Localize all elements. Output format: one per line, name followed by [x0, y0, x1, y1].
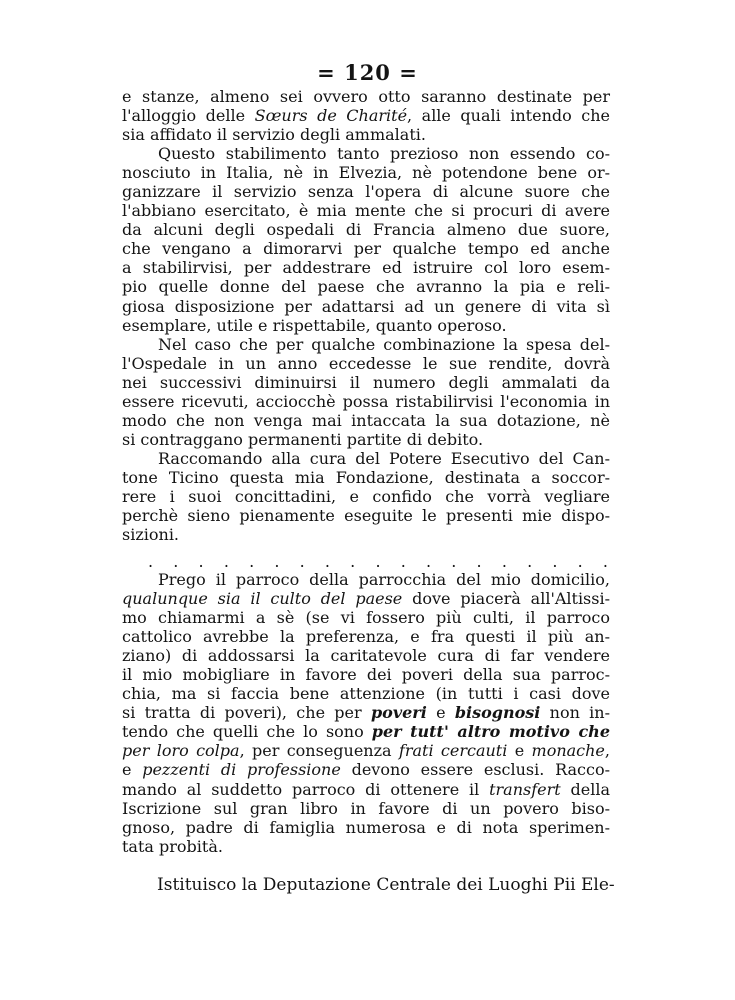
text-line: ganizzare il servizio senza l'opera di alcune suore che [122, 182, 610, 202]
text-line: a stabilirvisi, per addestrare ed istruire col loro esem- [122, 258, 610, 278]
italic-text: poveri [370, 703, 427, 723]
text-line: sizioni. [122, 525, 180, 545]
text-line: giosa disposizione per adattarsi ad un genere di vita sì [122, 296, 610, 316]
text-line-italic-phrase: l'alloggio delle Sœurs de Charité, alle quali intendo che [122, 106, 610, 126]
text-line: nosciuto in Italia, nè in Elvezia, nè potendone bene or- [122, 163, 610, 183]
text-line: modo che non venga mai intaccata la sua dotazione, nè [122, 410, 610, 430]
italic-text: frati cercauti [398, 741, 508, 761]
text-line: ziano) di addossarsi la caritatevole cura di far vendere [122, 646, 610, 666]
text-line: Nel caso che per qualche combinazione la spesa del- [158, 334, 610, 354]
text-line: chia, ma si faccia bene attenzione (in tutti i casi dove [122, 684, 610, 704]
text-line: da alcuni degli ospedali di Francia almeno due suore, [122, 220, 610, 240]
text-line: pio quelle donne del paese che avranno la pia e reli- [122, 277, 610, 297]
text-line: Raccomando alla cura del Potere Esecutivo del Can- [158, 448, 610, 468]
italic-text: monache [531, 741, 605, 761]
text-line: gnoso, padre di famiglia numerosa e di nota sperimen- [122, 817, 610, 837]
text-line: l'Ospedale in un anno eccedesse le sue rendite, dovrà [122, 353, 610, 373]
text-line: cattolico avrebbe la preferenza, e fra questi il più an- [122, 627, 610, 647]
text-line-italic-phrase: tendo che quelli che lo sono per tutt' altro motivo che [122, 722, 610, 742]
text-block-bottom [122, 570, 610, 856]
italic-text: pezzenti di professione [142, 760, 341, 780]
text-line: nei successivi diminuirsi il numero degli ammalati da [122, 372, 610, 392]
text-line: si contraggano permanenti partite di debito. [122, 429, 484, 449]
text-line: perchè sieno pienamente eseguite le presenti mie dispo- [122, 506, 610, 526]
text-line: l'abbiano esercitato, è mia mente che si procuri di avere [122, 201, 610, 221]
text-line: tata probità. [122, 836, 223, 856]
text-line-italic-phrase: mando al suddetto parroco di ottenere il transfert della [122, 779, 611, 799]
text-line-italic-phrase: qualunque sia il culto del paese dove piacerà all'Altissi- [122, 589, 610, 609]
italic-text: transfert [489, 779, 561, 799]
text-line: esemplare, utile e rispettabile, quanto operoso. [122, 315, 507, 335]
italic-text: per loro colpa [122, 741, 240, 761]
text-line: Iscrizione sul gran libro in favore di un povero biso- [122, 798, 610, 818]
text-line: il mio mobigliare in favore dei poveri della sua parroc- [122, 665, 610, 685]
text-line: essere ricevuti, acciocchè possa ristabilirvisi l'economia in [122, 391, 610, 411]
italic-text: bisognosi [454, 703, 541, 723]
text-line: e stanze, almeno sei ovvero otto saranno destinate per [122, 87, 610, 106]
text-line-italic-phrase: e pezzenti di professione devono essere esclusi. Racco- [122, 760, 611, 780]
text-block-top [122, 87, 610, 544]
section-heading-line: Istituisco la Deputazione Centrale dei Luoghi Pii Ele- [157, 875, 615, 895]
text-line: Questo stabilimento tanto prezioso non essendo co- [158, 144, 610, 164]
italic-text: Sœurs de Charité [254, 106, 408, 126]
italic-text: per tutt' altro motivo che [371, 722, 610, 742]
text-line: mo chiamarmi a sè (se vi fossero più culti, il parroco [122, 608, 610, 628]
text-line: Prego il parroco della parrocchia del mio domicilio, [158, 570, 610, 589]
text-line: che vengano a dimorarvi per qualche tempo ed anche [122, 239, 610, 259]
italic-text: qualunque sia il culto del paese [122, 589, 403, 609]
text-line: tone Ticino questa mia Fondazione, destinata a soccor- [122, 467, 610, 487]
text-line: rere i suoi concittadini, e confido che vorrà vegliare [122, 486, 610, 506]
text-line-italic-phrase: si tratta di poveri), che per poveri e bisognosi non in- [122, 703, 610, 723]
ellipsis-separator: . . . . . . . . . . . . . . . . . . . [148, 552, 608, 571]
text-line: sia affidato il servizio degli ammalati. [122, 125, 426, 145]
page-number: = 120 = [317, 60, 418, 85]
text-line-italic-phrase: per loro colpa, per conseguenza frati cercauti e monache, [122, 741, 610, 761]
